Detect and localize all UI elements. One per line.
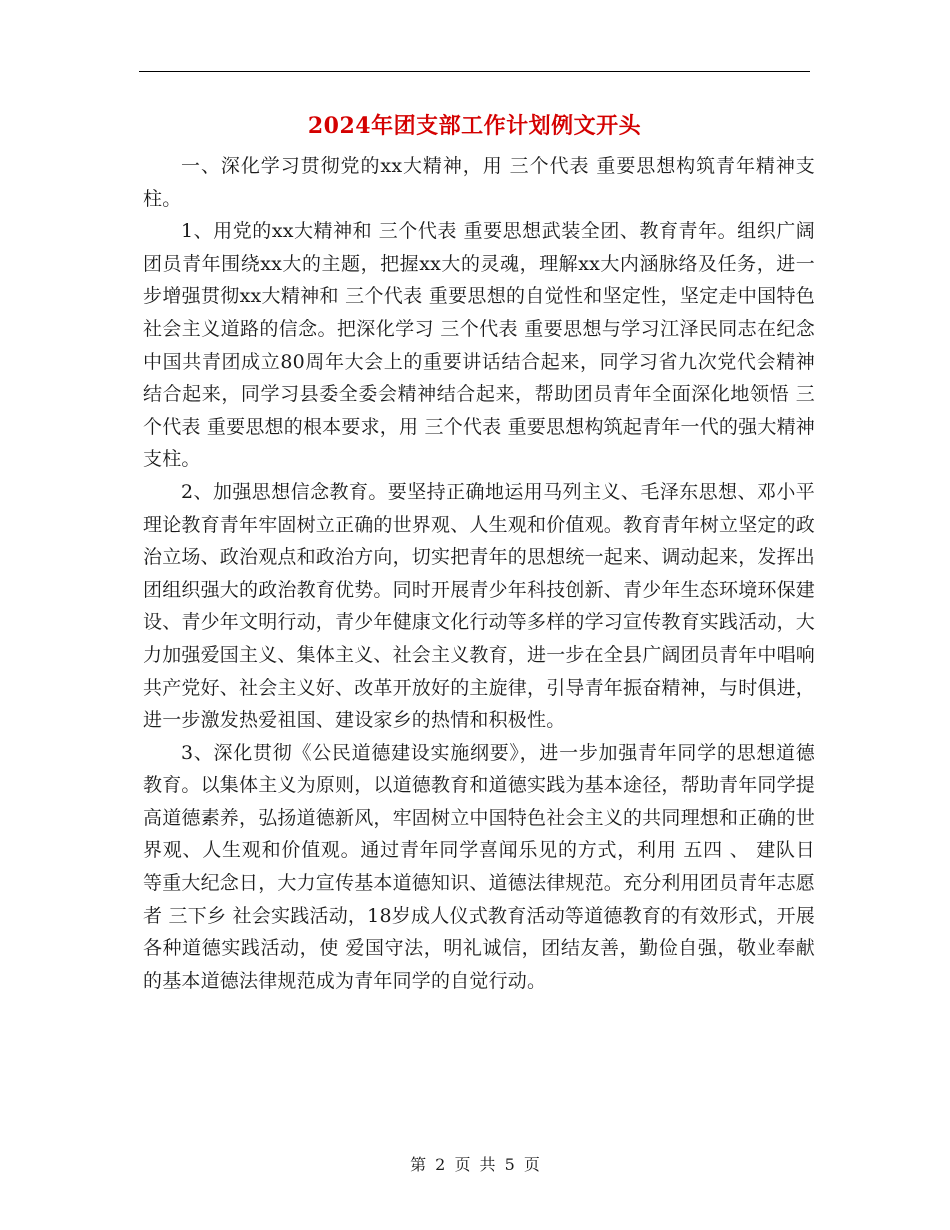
header-rule — [139, 71, 810, 72]
paragraph-section-one: 一、深化学习贯彻党的xx大精神，用 三个代表 重要思想构筑青年精神支柱。 — [143, 155, 815, 210]
paragraph-item-1: 1、用党的xx大精神和 三个代表 重要思想武装全团、教育青年。组织广阔团员青年围绕xx大的主题，把握xx大的灵魂，理解xx大内涵脉络及任务，进一步增强贯彻xx大精神和 三个代表 重要思想的自觉性和坚定性，坚定走中国特色社会主义道路的信念。把深化学习 三个代表 重要思想与学习江泽民同志在纪念中国共青团成立80周年大会上的重要讲话结合起来，同学习省九次党代会精神结合起来，同学习县委全委会精神结合起来，帮助团员青年全面深化地领悟 三个代表 重要思想的根本要求，用 三个代表 重要思想构筑起青年一代的强大精神支柱。 — [143, 220, 815, 471]
paragraph-item-3: 3、深化贯彻《公民道德建设实施纲要》，进一步加强青年同学的思想道德教育。以集体主义为原则，以道德教育和道德实践为基本途径，帮助青年同学提高道德素养，弘扬道德新风，牢固树立中国特色社会主义的共同理想和正确的世界观、人生观和价值观。通过青年同学喜闻乐见的方式，利用 五四 、 建队日 等重大纪念日，大力宣传基本道德知识、道德法律规范。充分利用团员青年志愿者 三下乡 社会实践活动，18岁成人仪式教育活动等道德教育的有效形式，开展各种道德实践活动，使 爱国守法，明礼诚信，团结友善，勤俭自强，敬业奉献 的基本道德法律规范成为青年同学的自觉行动。 — [143, 741, 816, 992]
paragraph-item-2: 2、加强思想信念教育。要坚持正确地运用马列主义、毛泽东思想、邓小平理论教育青年牢固树立正确的世界观、人生观和价值观。教育青年树立坚定的政治立场、政治观点和政治方向，切实把青年的思想统一起来、调动起来，发挥出团组织强大的政治教育优势。同时开展青少年科技创新、青少年生态环境环保建设、青少年文明行动，青少年健康文化行动等多样的学习宣传教育实践活动，大力加强爱国主义、集体主义、社会主义教育，进一步在全县广阔团员青年中唱响共产党好、社会主义好、改革开放好的主旋律，引导青年振奋精神，与时俱进，进一步激发热爱祖国、建设家乡的热情和积极性。 — [143, 480, 816, 732]
document-title: 2024年团支部工作计划例文开头 — [307, 113, 642, 139]
document-body — [143, 150, 815, 997]
page-number-footer: 第 2 页 共 5 页 — [410, 1155, 540, 1174]
